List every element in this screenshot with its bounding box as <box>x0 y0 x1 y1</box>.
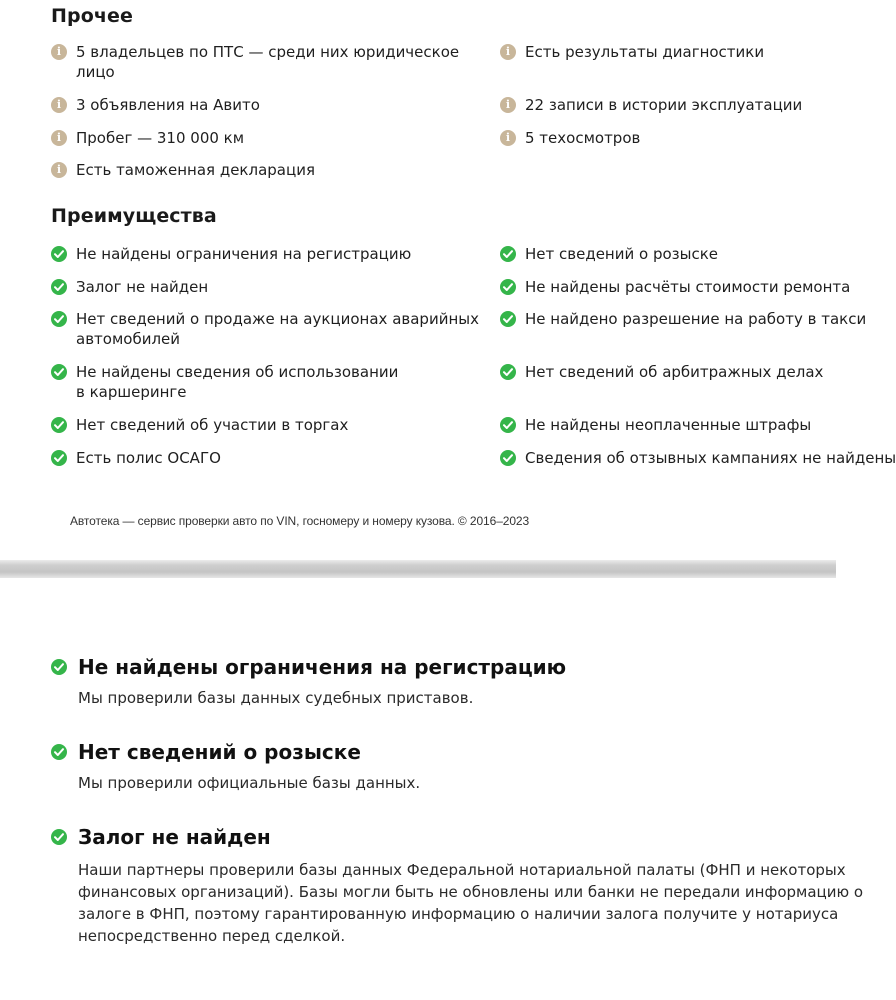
detail-description-line: финансовых организаций). Базы могли быть не обновлены или банки не передали информацию о <box>78 883 864 901</box>
other-item <box>51 128 244 148</box>
detail-title-text: Залог не найден <box>78 825 271 849</box>
advantage-item <box>51 244 411 264</box>
advantage-item <box>500 415 811 435</box>
item-text: Не найдено разрешение на работу в такси <box>525 310 867 328</box>
other-item <box>500 42 764 62</box>
other-item <box>51 160 315 180</box>
details-section <box>0 578 864 1000</box>
check-circle-icon <box>51 246 67 262</box>
detail-description-line: залоге в ФНП, поэтому гарантированную информацию о наличии залога получите у нотариуса <box>78 905 839 923</box>
detail-description-line: Наши партнеры проверили базы данных Федеральной нотариальной палаты (ФНП и некоторых <box>78 861 846 879</box>
detail-title-text: Не найдены ограничения на регистрацию <box>78 655 567 679</box>
advantage-item <box>51 362 398 402</box>
advantage-item <box>500 277 850 297</box>
check-circle-icon <box>500 450 516 466</box>
detail-description: Мы проверили официальные базы данных. <box>78 774 421 792</box>
item-text: Не найдены сведения об использовании <box>76 363 399 381</box>
item-text: Не найдены неоплаченные штрафы <box>525 416 812 434</box>
check-circle-icon <box>51 744 67 760</box>
info-icon[interactable] <box>51 97 67 113</box>
section-title-advantages: Преимущества <box>51 205 217 227</box>
check-circle-icon <box>51 659 67 675</box>
detail-title <box>51 740 361 764</box>
advantage-item <box>51 277 208 297</box>
detail-title-text: Нет сведений о розыске <box>78 740 361 764</box>
other-item <box>51 95 260 115</box>
check-circle-icon <box>500 417 516 433</box>
check-circle-icon <box>500 279 516 295</box>
check-circle-icon <box>51 417 67 433</box>
item-text: 5 техосмотров <box>525 129 641 147</box>
item-text-line2: в каршеринге <box>76 383 187 401</box>
item-text: Нет сведений о розыске <box>525 245 719 263</box>
item-text: Не найдены ограничения на регистрацию <box>76 245 412 263</box>
advantage-item <box>500 448 896 468</box>
advantage-item <box>51 415 348 435</box>
check-circle-icon <box>500 246 516 262</box>
footer-copyright: Автотека — сервис проверки авто по VIN, госномеру и номеру кузова. © 2016–2023 <box>70 514 530 528</box>
detail-title <box>51 825 271 849</box>
advantage-item <box>51 448 221 468</box>
item-text: Залог не найден <box>76 278 209 296</box>
check-circle-icon <box>500 364 516 380</box>
item-text: Сведения об отзывных кампаниях не найдены <box>525 449 896 467</box>
check-circle-icon <box>51 364 67 380</box>
item-text-line2: лицо <box>76 63 115 81</box>
item-text: Нет сведений об арбитражных делах <box>525 363 824 381</box>
other-item <box>51 42 459 82</box>
item-text: Есть таможенная декларация <box>76 161 315 179</box>
item-text: Нет сведений о продаже на аукционах аварийных <box>76 310 479 328</box>
item-text: Есть результаты диагностики <box>525 43 765 61</box>
check-circle-icon <box>51 829 67 845</box>
advantage-item <box>51 309 479 349</box>
page-divider <box>0 560 836 578</box>
item-text: Пробег — 310 000 км <box>76 129 245 147</box>
detail-description: Мы проверили базы данных судебных приставов. <box>78 689 474 707</box>
item-text-line2: автомобилей <box>76 330 181 348</box>
other-item <box>500 128 640 148</box>
item-text: Не найдены расчёты стоимости ремонта <box>525 278 851 296</box>
check-circle-icon <box>51 279 67 295</box>
advantage-item <box>500 309 866 329</box>
info-icon[interactable] <box>500 97 516 113</box>
item-text: Есть полис ОСАГО <box>76 449 221 467</box>
advantage-item <box>500 362 823 382</box>
info-icon[interactable] <box>500 44 516 60</box>
other-item <box>500 95 802 115</box>
detail-title <box>51 655 566 679</box>
info-icon[interactable] <box>500 130 516 146</box>
item-text: 3 объявления на Авито <box>76 96 260 114</box>
info-icon[interactable] <box>51 130 67 146</box>
section-title-other: Прочее <box>51 5 133 27</box>
info-icon[interactable] <box>51 162 67 178</box>
advantage-item <box>500 244 718 264</box>
item-text: 5 владельцев по ПТС — среди них юридическое <box>76 43 460 61</box>
detail-description-line: непосредственно перед сделкой. <box>78 927 346 945</box>
check-circle-icon <box>51 450 67 466</box>
item-text: Нет сведений об участии в торгах <box>76 416 349 434</box>
item-text: 22 записи в истории эксплуатации <box>525 96 803 114</box>
check-circle-icon <box>51 311 67 327</box>
check-circle-icon <box>500 311 516 327</box>
info-icon[interactable] <box>51 44 67 60</box>
